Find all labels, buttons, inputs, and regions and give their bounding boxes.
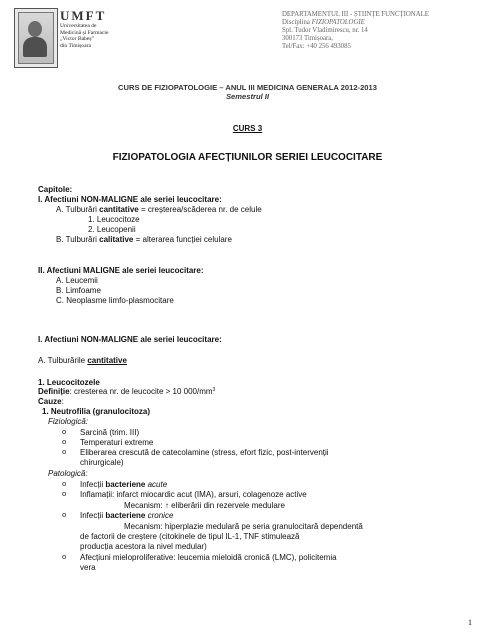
toc-item: B. Tulburări calitative = alterarea funcției celulare [56,235,232,244]
toc-section-2: II. Afectiuni MALIGNE ale seriei leucocitare: [38,266,204,275]
mechanism-continued: de factorii de creștere (citokinele de tipul IL-1, TNF stimulează [80,532,300,541]
logo-text: UMFT [60,8,107,23]
section-heading: I. Afectiuni NON-MALIGNE ale seriei leucocitare: [38,335,222,344]
causes-label: Cauze: [38,397,64,406]
toc-heading: Capitole: [38,185,73,194]
mechanism: Mecanism: ↑ eliberării din rezervele medulare [124,501,285,510]
bullet: o [62,511,67,519]
bullet: o [62,438,67,446]
physiological-label: Fiziologică: [48,417,89,426]
list-item-continued: vera [80,563,96,572]
toc-item: 1. Leucocitoze [88,215,140,224]
pathological-label: Patologică: [48,469,88,478]
bullet: o [62,553,67,561]
department-address: DEPARTAMENTUL III - ȘTIINȚE FUNCȚIONALE Disciplina FIZIOPATOLOGIE Spl. Tudor Vladimirescu, nr. 14 300173 Timișoara, Tel/Fax: +40 256 493085 [282,11,429,51]
mechanism: Mecanism: hiperplazie medulară pe seria granulocitară dependentă [124,522,363,531]
list-item: Sarcină (trim. III) [80,428,140,437]
toc-item: A. Tulburări cantitative = creșterea/scăderea nr. de celule [56,205,262,214]
list-item: Eliberarea crescută de catecolamine (stress, efort fizic, post-intervenții [80,448,329,457]
lecture-number: CURS 3 [232,124,263,133]
toc-item: A. Leucemii [56,276,98,285]
list-item: Infecții bacteriene acute [80,480,168,489]
list-item-continued: chirurgicale) [80,458,124,467]
list-item: Afecțiuni mieloproliferative: leucemia mieloidă cronică (LMC), policitemia [80,553,337,562]
bullet: o [62,448,67,456]
definition: Definiție: cresterea nr. de leucocite > 10 $000/mm^3$ [38,387,216,396]
leucocitoze-heading: 1. Leucocitozele [38,378,100,387]
neutrofilia-heading: 1. Neutrofilia (granulocitoza) [42,407,151,416]
list-item: Temperaturi extreme [80,438,154,447]
university-logo-portrait [14,8,58,68]
list-item: Inflamații: infarct miocardic acut (IMA), arsuri, colagenoze active [80,490,307,499]
page-number: 1 [468,618,472,627]
mechanism-continued: producția acestora la nivel medular) [80,542,207,551]
list-item: Infecții bacteriene cronice [80,511,174,520]
course-header: CURS DE FIZIOPATOLOGIE – ANUL III MEDICINA GENERALA 2012-2013 Semestrul II [118,83,377,101]
bullet: o [62,428,67,436]
university-name: UMFT Universitatea de Medicină și Farmacie „Victor Babeș” din Timișoara [60,9,140,49]
toc-item: B. Limfoame [56,286,101,295]
bullet: o [62,490,67,498]
page-title: FIZIOPATOLOGIA AFECȚIUNILOR SERIEI LEUCOCITARE [112,152,383,163]
toc-section-1: I. Afectiuni NON-MALIGNE ale seriei leucocitare: [38,195,222,204]
subsection-heading: A. Tulburările cantitative [38,356,127,365]
bullet: o [62,480,67,488]
toc-item: 2. Leucopenii [88,225,136,234]
toc-item: C. Neoplasme limfo-plasmocitare [56,296,174,305]
